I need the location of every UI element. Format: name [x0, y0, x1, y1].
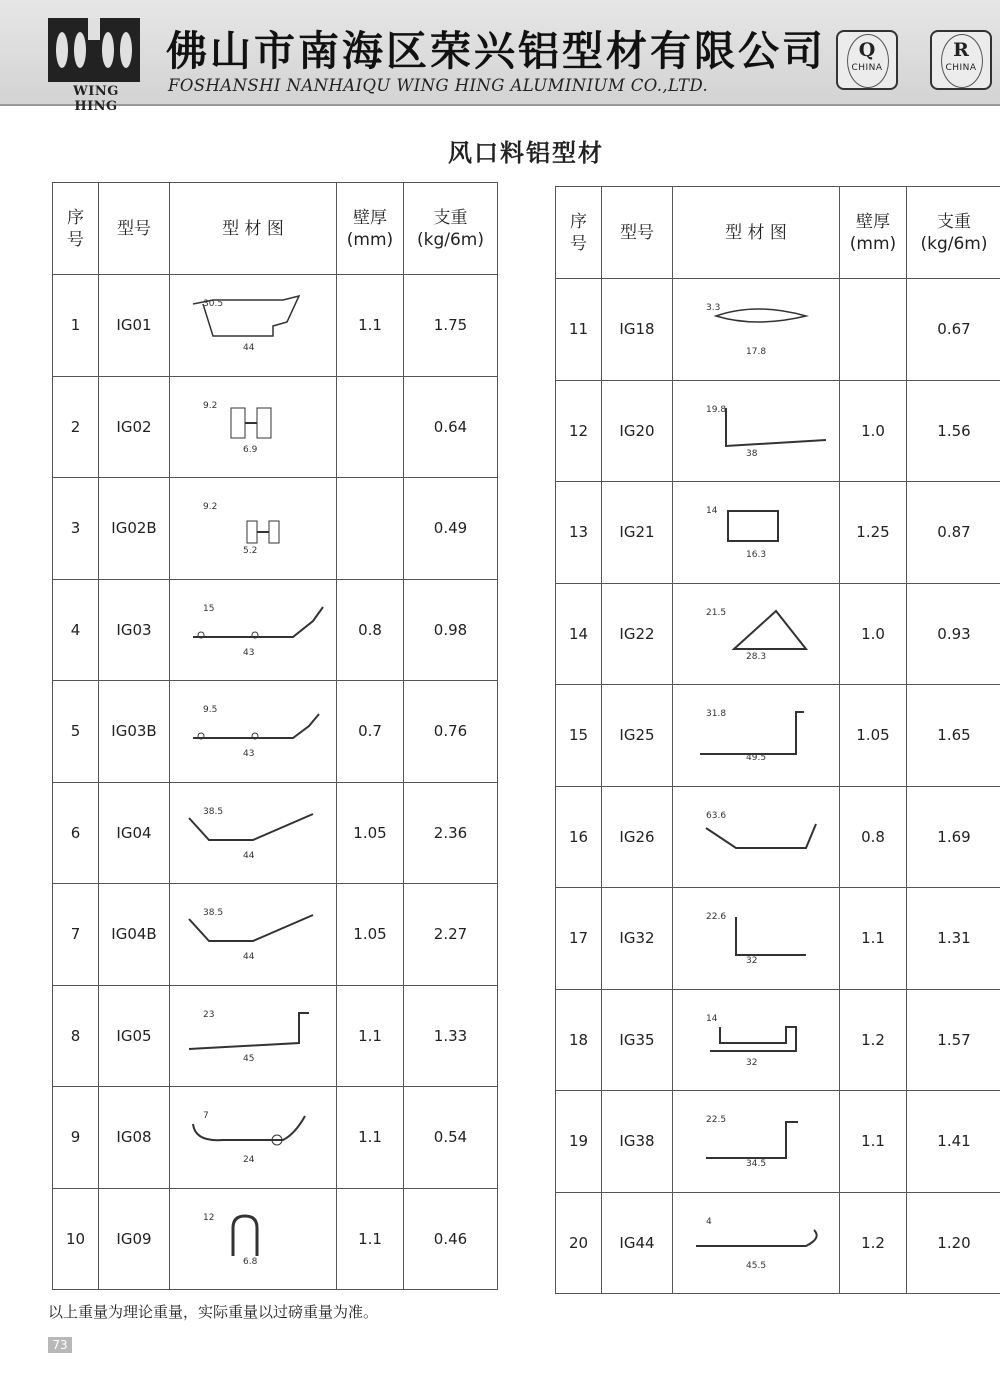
- dimension-label: 3.3: [706, 303, 721, 314]
- row-weight: 1.75: [404, 275, 498, 377]
- row-number: 13: [556, 482, 602, 584]
- row-model: IG18: [602, 279, 673, 381]
- quality-badge: [836, 30, 898, 90]
- row-number: 17: [556, 888, 602, 990]
- table-header-row: [53, 183, 498, 275]
- row-number: 8: [53, 985, 99, 1087]
- table-row: [556, 279, 1000, 381]
- registered-badge: [930, 30, 992, 90]
- table-row: [53, 579, 498, 681]
- header-no: 序 号: [53, 183, 99, 275]
- profile-drawing-cell: [170, 782, 337, 884]
- dimension-label: 6.9: [243, 444, 258, 455]
- row-model: IG04: [99, 782, 170, 884]
- row-number: 3: [53, 478, 99, 580]
- dimension-label: 14: [706, 1013, 718, 1024]
- profile-drawing: [676, 804, 836, 870]
- badge-letter: Q: [858, 39, 876, 61]
- profile-drawing-cell: [170, 376, 337, 478]
- profile-drawing: [676, 398, 836, 464]
- row-model: IG03B: [99, 681, 170, 783]
- row-wall-thickness: 1.1: [337, 275, 404, 377]
- table-row: [53, 884, 498, 986]
- dimension-label: 44: [243, 952, 255, 963]
- row-weight: 1.31: [907, 888, 1000, 990]
- row-weight: 1.33: [404, 985, 498, 1087]
- row-model: IG38: [602, 1091, 673, 1193]
- table-header-row: [556, 187, 1000, 279]
- row-number: 15: [556, 685, 602, 787]
- dimension-label: 24: [243, 1155, 255, 1166]
- dimension-label: 43: [243, 749, 255, 760]
- row-wall-thickness: 1.2: [840, 1192, 907, 1294]
- row-model: IG21: [602, 482, 673, 584]
- page-header: [0, 0, 1000, 114]
- row-weight: 0.87: [907, 482, 1000, 584]
- table-row: [53, 782, 498, 884]
- dimension-label: 32: [746, 956, 758, 967]
- row-wall-thickness: 0.8: [840, 786, 907, 888]
- dimension-label: 12: [203, 1212, 215, 1223]
- profile-drawing: [676, 601, 836, 667]
- profile-drawing-cell: [170, 275, 337, 377]
- row-wall-thickness: 1.25: [840, 482, 907, 584]
- dimension-label: 44: [243, 343, 255, 354]
- profile-drawing: [173, 292, 333, 358]
- table-row: [556, 1091, 1000, 1193]
- row-weight: 1.20: [907, 1192, 1000, 1294]
- dimension-label: 21.5: [706, 607, 727, 618]
- dimension-label: 28.3: [746, 651, 767, 662]
- table-row: [556, 888, 1000, 990]
- company-name-chinese: 佛山市南海区荣兴铝型材有限公司: [166, 27, 826, 75]
- row-number: 4: [53, 579, 99, 681]
- profile-drawing: [173, 901, 333, 967]
- badge-country: CHINA: [945, 63, 977, 73]
- profile-drawing: [676, 702, 836, 768]
- header-weight: 支重 (kg/6m): [907, 187, 1000, 279]
- profile-drawing: [173, 698, 333, 764]
- company-name-english: FOSHANSHI NANHAIQU WING HING ALUMINIUM CO.,LTD.: [168, 76, 709, 95]
- profile-drawing-cell: [673, 279, 840, 381]
- profile-drawing-cell: [673, 685, 840, 787]
- header-no: 序 号: [556, 187, 602, 279]
- table-row: [53, 681, 498, 783]
- dimension-label: 22.6: [706, 912, 727, 923]
- row-number: 16: [556, 786, 602, 888]
- profile-drawing-cell: [170, 1087, 337, 1189]
- logo-text: WING HING: [73, 84, 119, 114]
- header-drawing: 型 材 图: [170, 183, 337, 275]
- row-weight: 0.64: [404, 376, 498, 478]
- row-number: 14: [556, 583, 602, 685]
- profile-table-left: [52, 182, 498, 1290]
- row-model: IG02: [99, 376, 170, 478]
- profile-drawing-cell: [673, 1192, 840, 1294]
- row-model: IG26: [602, 786, 673, 888]
- badge-letter: R: [953, 39, 969, 61]
- row-weight: 0.98: [404, 579, 498, 681]
- page-title: 风口料铝型材: [448, 138, 604, 167]
- table-row: [556, 1192, 1000, 1294]
- row-wall-thickness: 1.05: [337, 782, 404, 884]
- dimension-label: 45: [243, 1053, 255, 1064]
- row-wall-thickness: 1.1: [337, 1087, 404, 1189]
- profile-drawing: [173, 800, 333, 866]
- header-weight: 支重 (kg/6m): [404, 183, 498, 275]
- row-weight: 1.65: [907, 685, 1000, 787]
- table-row: [53, 478, 498, 580]
- profile-drawing-cell: [673, 989, 840, 1091]
- row-wall-thickness: [337, 478, 404, 580]
- row-number: 1: [53, 275, 99, 377]
- row-wall-thickness: 1.1: [337, 985, 404, 1087]
- row-model: IG25: [602, 685, 673, 787]
- row-number: 6: [53, 782, 99, 884]
- dimension-label: 38.5: [203, 908, 224, 919]
- page-number: 73: [48, 1337, 72, 1353]
- row-number: 10: [53, 1188, 99, 1290]
- row-model: IG08: [99, 1087, 170, 1189]
- row-wall-thickness: 1.1: [840, 888, 907, 990]
- profile-drawing-cell: [170, 478, 337, 580]
- profile-table-right: [555, 186, 1000, 1294]
- dimension-label: 44: [243, 850, 255, 861]
- row-model: IG03: [99, 579, 170, 681]
- header-drawing: 型 材 图: [673, 187, 840, 279]
- row-number: 19: [556, 1091, 602, 1193]
- profile-drawing: [173, 394, 333, 460]
- dimension-label: 15: [203, 603, 215, 614]
- dimension-label: 17.8: [746, 347, 767, 358]
- row-wall-thickness: [840, 279, 907, 381]
- table-row: [53, 985, 498, 1087]
- profile-drawing: [173, 1003, 333, 1069]
- row-wall-thickness: 1.1: [840, 1091, 907, 1193]
- row-number: 7: [53, 884, 99, 986]
- table-row: [53, 1188, 498, 1290]
- profile-drawing-cell: [170, 681, 337, 783]
- table-row: [556, 482, 1000, 584]
- row-model: IG20: [602, 380, 673, 482]
- row-weight: 0.49: [404, 478, 498, 580]
- row-number: 11: [556, 279, 602, 381]
- dimension-label: 45.5: [746, 1260, 767, 1271]
- dimension-label: 43: [243, 647, 255, 658]
- dimension-label: 38.5: [203, 806, 224, 817]
- row-number: 9: [53, 1087, 99, 1189]
- profile-drawing: [676, 905, 836, 971]
- table-row: [53, 1087, 498, 1189]
- row-weight: 1.41: [907, 1091, 1000, 1193]
- badge-country: CHINA: [851, 63, 883, 73]
- row-wall-thickness: 1.1: [337, 1188, 404, 1290]
- dimension-label: 22.5: [706, 1115, 727, 1126]
- dimension-label: 19.8: [706, 404, 727, 415]
- profile-drawing: [676, 296, 836, 362]
- row-number: 18: [556, 989, 602, 1091]
- row-model: IG09: [99, 1188, 170, 1290]
- dimension-label: 38: [746, 448, 758, 459]
- row-model: IG22: [602, 583, 673, 685]
- dimension-label: 49.5: [746, 753, 767, 764]
- header-wall: 壁厚 (mm): [840, 187, 907, 279]
- dimension-label: 5.2: [243, 546, 258, 557]
- row-number: 2: [53, 376, 99, 478]
- row-weight: 0.54: [404, 1087, 498, 1189]
- profile-drawing-cell: [170, 985, 337, 1087]
- profile-drawing: [676, 1210, 836, 1276]
- row-model: IG44: [602, 1192, 673, 1294]
- row-weight: 0.93: [907, 583, 1000, 685]
- row-model: IG02B: [99, 478, 170, 580]
- profile-drawing: [676, 1108, 836, 1174]
- dimension-label: 30.5: [203, 299, 224, 310]
- dimension-label: 32: [746, 1057, 758, 1068]
- footnote: 以上重量为理论重量，实际重量以过磅重量为准。: [48, 1303, 379, 1321]
- dimension-label: 4: [706, 1216, 712, 1227]
- row-weight: 1.57: [907, 989, 1000, 1091]
- dimension-label: 14: [706, 506, 718, 517]
- dimension-label: 9.2: [203, 400, 218, 411]
- table-row: [556, 786, 1000, 888]
- profile-drawing-cell: [673, 786, 840, 888]
- profile-drawing: [173, 1104, 333, 1170]
- dimension-label: 6.8: [243, 1256, 258, 1267]
- profile-drawing-cell: [673, 1091, 840, 1193]
- row-number: 5: [53, 681, 99, 783]
- row-wall-thickness: [337, 376, 404, 478]
- header-model: 型号: [602, 187, 673, 279]
- profile-drawing: [676, 1007, 836, 1073]
- profile-drawing-cell: [673, 482, 840, 584]
- row-wall-thickness: 0.8: [337, 579, 404, 681]
- row-number: 20: [556, 1192, 602, 1294]
- row-model: IG35: [602, 989, 673, 1091]
- row-wall-thickness: 1.0: [840, 380, 907, 482]
- table-row: [556, 380, 1000, 482]
- dimension-label: 63.6: [706, 810, 727, 821]
- row-weight: 2.36: [404, 782, 498, 884]
- row-weight: 0.46: [404, 1188, 498, 1290]
- profile-drawing: [173, 1206, 333, 1272]
- table-row: [556, 685, 1000, 787]
- row-wall-thickness: 1.05: [840, 685, 907, 787]
- row-wall-thickness: 1.2: [840, 989, 907, 1091]
- table-row: [556, 583, 1000, 685]
- profile-drawing-cell: [673, 380, 840, 482]
- profile-drawing-cell: [673, 888, 840, 990]
- row-weight: 0.67: [907, 279, 1000, 381]
- row-wall-thickness: 0.7: [337, 681, 404, 783]
- dimension-label: 23: [203, 1009, 215, 1020]
- row-model: IG01: [99, 275, 170, 377]
- dimension-label: 7: [203, 1111, 209, 1122]
- row-wall-thickness: 1.0: [840, 583, 907, 685]
- row-model: IG05: [99, 985, 170, 1087]
- row-model: IG04B: [99, 884, 170, 986]
- header-wall: 壁厚 (mm): [337, 183, 404, 275]
- table-row: [53, 275, 498, 377]
- dimension-label: 9.2: [203, 502, 218, 513]
- profile-drawing-cell: [673, 583, 840, 685]
- profile-drawing-cell: [170, 884, 337, 986]
- profile-drawing-cell: [170, 579, 337, 681]
- table-row: [556, 989, 1000, 1091]
- profile-drawing: [676, 499, 836, 565]
- row-number: 12: [556, 380, 602, 482]
- profile-drawing: [173, 597, 333, 663]
- profile-drawing: [173, 495, 333, 561]
- profile-drawing-cell: [170, 1188, 337, 1290]
- dimension-label: 34.5: [746, 1159, 767, 1170]
- row-weight: 1.56: [907, 380, 1000, 482]
- row-weight: 1.69: [907, 786, 1000, 888]
- row-model: IG32: [602, 888, 673, 990]
- row-weight: 2.27: [404, 884, 498, 986]
- row-weight: 0.76: [404, 681, 498, 783]
- table-row: [53, 376, 498, 478]
- dimension-label: 31.8: [706, 709, 727, 720]
- row-wall-thickness: 1.05: [337, 884, 404, 986]
- header-model: 型号: [99, 183, 170, 275]
- dimension-label: 9.5: [203, 705, 218, 716]
- dimension-label: 16.3: [746, 550, 767, 561]
